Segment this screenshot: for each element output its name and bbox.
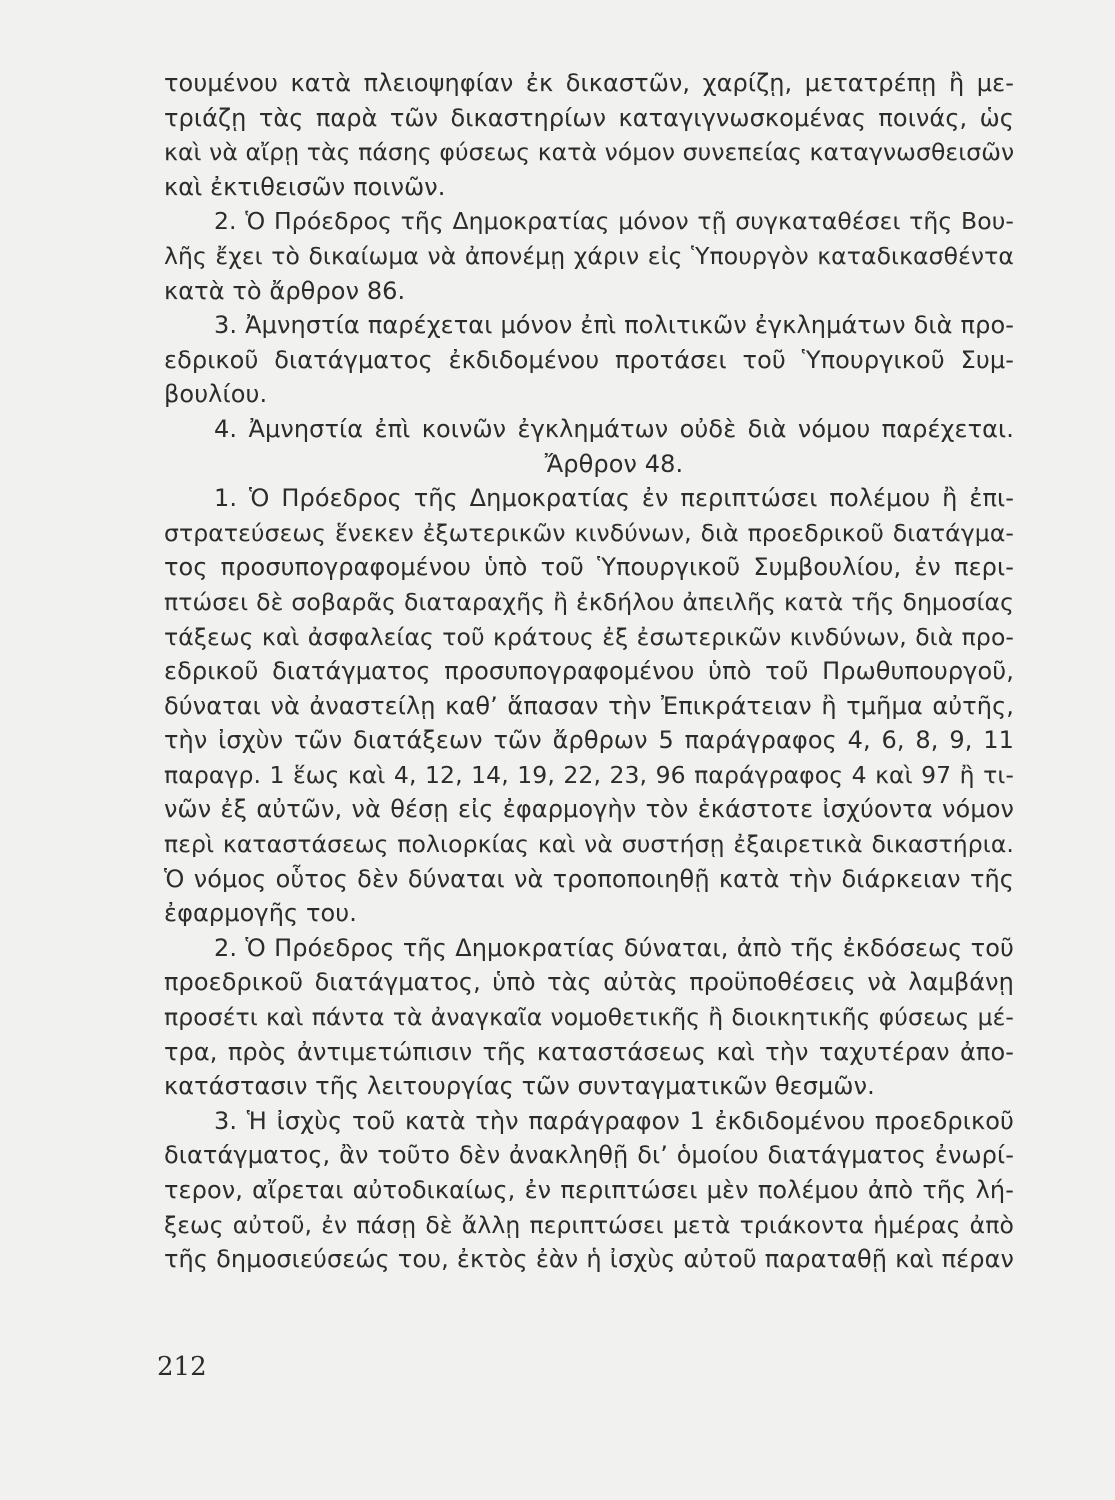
text-line: τῆς δημοσιεύσεώς του, ἐκτὸς ἐὰν ἡ ἰσχὺς αὐτοῦ παραταθῇ καὶ πέραν — [164, 1245, 1014, 1274]
text-line: 4. Ἀμνηστία ἐπὶ κοινῶν ἐγκλημάτων οὐδὲ διὰ νόμου παρέχεται. — [214, 414, 1014, 443]
text-line: 2. Ὁ Πρόεδρος τῆς Δημοκρατίας δύναται, ἀπὸ τῆς ἐκδόσεως τοῦ — [214, 933, 1014, 962]
text-line: Ὁ νόμος οὗτος δὲν δύναται νὰ τροποποιηθῇ κατὰ τὴν διάρκειαν τῆς — [164, 864, 1014, 893]
text-line: προεδρικοῦ διατάγματος, ὑπὸ τὰς αὐτὰς προϋποθέσεις νὰ λαμβάνῃ — [164, 968, 1014, 997]
text-line: δύναται νὰ ἀναστείλῃ καθ’ ἅπασαν τὴν Ἐπικράτειαν ἢ τμῆμα αὐτῆς, — [164, 691, 1014, 720]
text-line: παραγρ. 1 ἕως καὶ 4, 12, 14, 19, 22, 23, 96 παράγραφος 4 καὶ 97 ἢ τι- — [164, 760, 1014, 789]
text-line: περὶ καταστάσεως πολιορκίας καὶ νὰ συστήσῃ ἐξαιρετικὰ δικαστήρια. — [164, 830, 1014, 859]
text-line: στρατεύσεως ἕνεκεν ἐξωτερικῶν κινδύνων, διὰ προεδρικοῦ διατάγμα- — [164, 518, 1014, 547]
text-line: εδρικοῦ διατάγματος προσυπογραφομένου ὑπὸ τοῦ Πρωθυπουργοῦ, — [164, 657, 1014, 686]
text-line: ξεως αὐτοῦ, ἐν πάσῃ δὲ ἄλλῃ περιπτώσει μετὰ τριάκοντα ἡμέρας ἀπὸ — [164, 1210, 1014, 1239]
article-heading: Ἄρθρον 48. — [544, 449, 684, 478]
page-number: 212 — [157, 1352, 207, 1382]
text-line: ἐφαρμογῆς του. — [164, 899, 357, 928]
text-line: κατάστασιν τῆς λειτουργίας τῶν συνταγματικῶν θεσμῶν. — [164, 1072, 875, 1101]
text-line: 3. Ἡ ἰσχὺς τοῦ κατὰ τὴν παράγραφον 1 ἐκδιδομένου προεδρικοῦ — [214, 1106, 1014, 1135]
text-line: τρα, πρὸς ἀντιμετώπισιν τῆς καταστάσεως καὶ τὴν ταχυτέραν ἀπο- — [164, 1037, 1014, 1066]
text-line: τουμένου κατὰ πλειοψηφίαν ἐκ δικαστῶν, χαρίζῃ, μετατρέπῃ ἢ με- — [164, 69, 1014, 97]
text-line: προσέτι καὶ πάντα τὰ ἀναγκαῖα νομοθετικῆς ἢ διοικητικῆς φύσεως μέ- — [164, 1003, 1014, 1032]
text-line: λῆς ἔχει τὸ δικαίωμα νὰ ἀπονέμῃ χάριν εἰς Ὑπουργὸν καταδικασθέντα — [164, 241, 1014, 270]
text-line: τερον, αἴρεται αὐτοδικαίως, ἐν περιπτώσει μὲν πολέμου ἀπὸ τῆς λή- — [164, 1176, 1014, 1204]
text-line: τάξεως καὶ ἀσφαλείας τοῦ κράτους ἐξ ἐσωτερικῶν κινδύνων, διὰ προ- — [164, 622, 1014, 651]
text-line: 1. Ὁ Πρόεδρος τῆς Δημοκρατίας ἐν περιπτώσει πολέμου ἢ ἐπι- — [214, 484, 1014, 513]
text-line: τριάζῃ τὰς παρὰ τῶν δικαστηρίων καταγιγνωσκομένας ποινάς, ὡς — [164, 103, 1014, 132]
text-line: διατάγματος, ἂν τοῦτο δὲν ἀνακληθῇ δι’ ὁμοίου διατάγματος ἐνωρί- — [164, 1141, 1014, 1170]
body-text — [164, 66, 1014, 1277]
text-line: 3. Ἀμνηστία παρέχεται μόνον ἐπὶ πολιτικῶν ἐγκλημάτων διὰ προ- — [214, 311, 1014, 340]
text-line: καὶ νὰ αἴρῃ τὰς πάσης φύσεως κατὰ νόμον συνεπείας καταγνωσθεισῶν — [164, 138, 1015, 167]
text-line: βουλίου. — [164, 380, 268, 409]
text-line: τὴν ἰσχὺν τῶν διατάξεων τῶν ἄρθρων 5 παράγραφος 4, 6, 8, 9, 11 — [164, 726, 1014, 755]
text-line: πτώσει δὲ σοβαρᾶς διαταραχῆς ἢ ἐκδήλου ἀπειλῆς κατὰ τῆς δημοσίας — [164, 587, 1014, 616]
text-line: νῶν ἐξ αὐτῶν, νὰ θέσῃ εἰς ἐφαρμογὴν τὸν ἑκάστοτε ἰσχύοντα νόμον — [164, 795, 1014, 824]
text-line: καὶ ἐκτιθεισῶν ποινῶν. — [164, 172, 446, 201]
text-line: κατὰ τὸ ἄρθρον 86. — [164, 276, 406, 305]
text-line: εδρικοῦ διατάγματος ἐκδιδομένου προτάσει τοῦ Ὑπουργικοῦ Συμ- — [164, 345, 1014, 374]
text-line: 2. Ὁ Πρόεδρος τῆς Δημοκρατίας μόνον τῇ συγκαταθέσει τῆς Βου- — [214, 207, 1014, 236]
text-line: τος προσυπογραφομένου ὑπὸ τοῦ Ὑπουργικοῦ Συμβουλίου, ἐν περι- — [164, 553, 1014, 582]
